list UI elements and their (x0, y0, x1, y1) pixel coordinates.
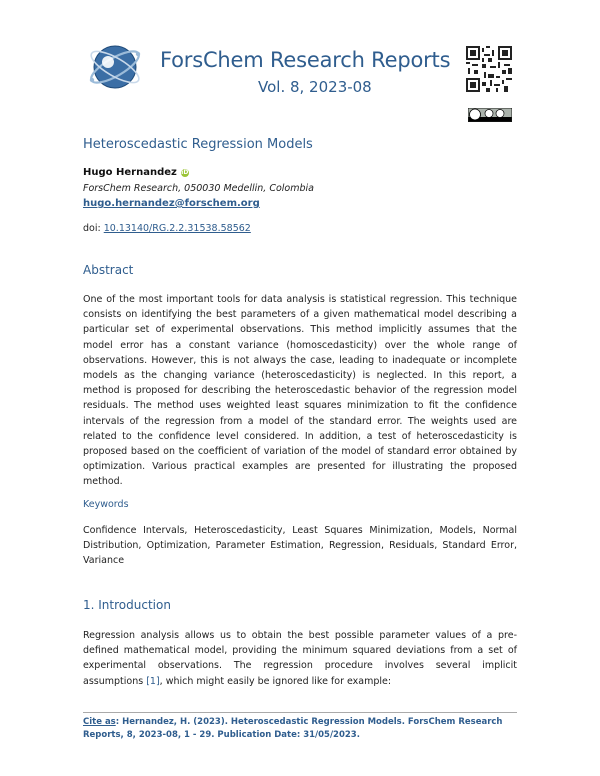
article-title: Heteroscedastic Regression Models (83, 137, 313, 152)
intro-text-start: Regression analysis allows us to obtain the best possible parameter values of a pre-defined mathematical model, providing the minimum squared deviations from a set of experimental observations. The regression procedure involves several implicit assumptions (83, 630, 517, 687)
journal-title: ForsChem Research Reports (160, 48, 451, 72)
keywords-text: Confidence Intervals, Heteroscedasticity, Least Squares Minimization, Models, Normal Distribution, Optimization, Parameter Estimation, Regression, Residuals, Standard Error, Variance (83, 525, 517, 567)
reference-link[interactable]: [1] (146, 675, 160, 687)
introduction-heading: 1. Introduction (83, 598, 171, 612)
forschem-atom-logo-icon (86, 38, 144, 96)
citation-footer (83, 716, 523, 741)
qr-code-icon (466, 46, 512, 92)
journal-volume: Vol. 8, 2023-08 (258, 78, 372, 96)
abstract-heading: Abstract (83, 263, 134, 277)
cc-by-nc-license-icon (468, 108, 512, 122)
citation-text: : Hernandez, H. (2023). Heteroscedastic Regression Models. ForsChem Research Reports, 8, 2023-08, 1 - 29. Publication Date: 31/05/2023. (83, 717, 503, 740)
intro-text-end: , which might easily be ignored like for example: (159, 675, 392, 687)
keywords-heading: Keywords (83, 499, 129, 510)
author-name: Hugo Hernandez (83, 167, 177, 178)
abstract-text: One of the most important tools for data analysis is statistical regression. This technique consists on identifying the best parameters of a given mathematical model describing a particular set of experimental observations. This method implicitly assumes that the model error has a constant variance (homoscedasticity) over the whole range of observations. However, this is not always the case, leading to inadequate or incomplete models as the changing variance (heteroscedasticity) is neglected. In this report, a method is proposed for describing the heteroscedastic behavior of the regression model residuals. The method uses weighted least squares minimization to fit the confidence intervals of the regression from a model of the standard error. The weights used are related to the confidence level considered. In addition, a test of heteroscedasticity is proposed based on the coefficient of variation of the model of standard error obtained by optimization. Various practical examples are presented for illustrating the proposed method. (83, 294, 517, 488)
doi-label: doi: (83, 223, 101, 234)
doi-link[interactable]: 10.13140/RG.2.2.31538.58562 (103, 223, 251, 234)
footer-divider (83, 712, 517, 713)
introduction-text (83, 628, 517, 689)
author-line (83, 167, 189, 178)
cite-as-label: Cite as (83, 717, 116, 727)
author-affiliation: ForsChem Research, 050030 Medellin, Colombia (83, 183, 314, 194)
author-email-link[interactable]: hugo.hernandez@forschem.org (83, 198, 260, 209)
orcid-icon[interactable]: iD (181, 168, 189, 176)
doi-line (83, 223, 251, 234)
